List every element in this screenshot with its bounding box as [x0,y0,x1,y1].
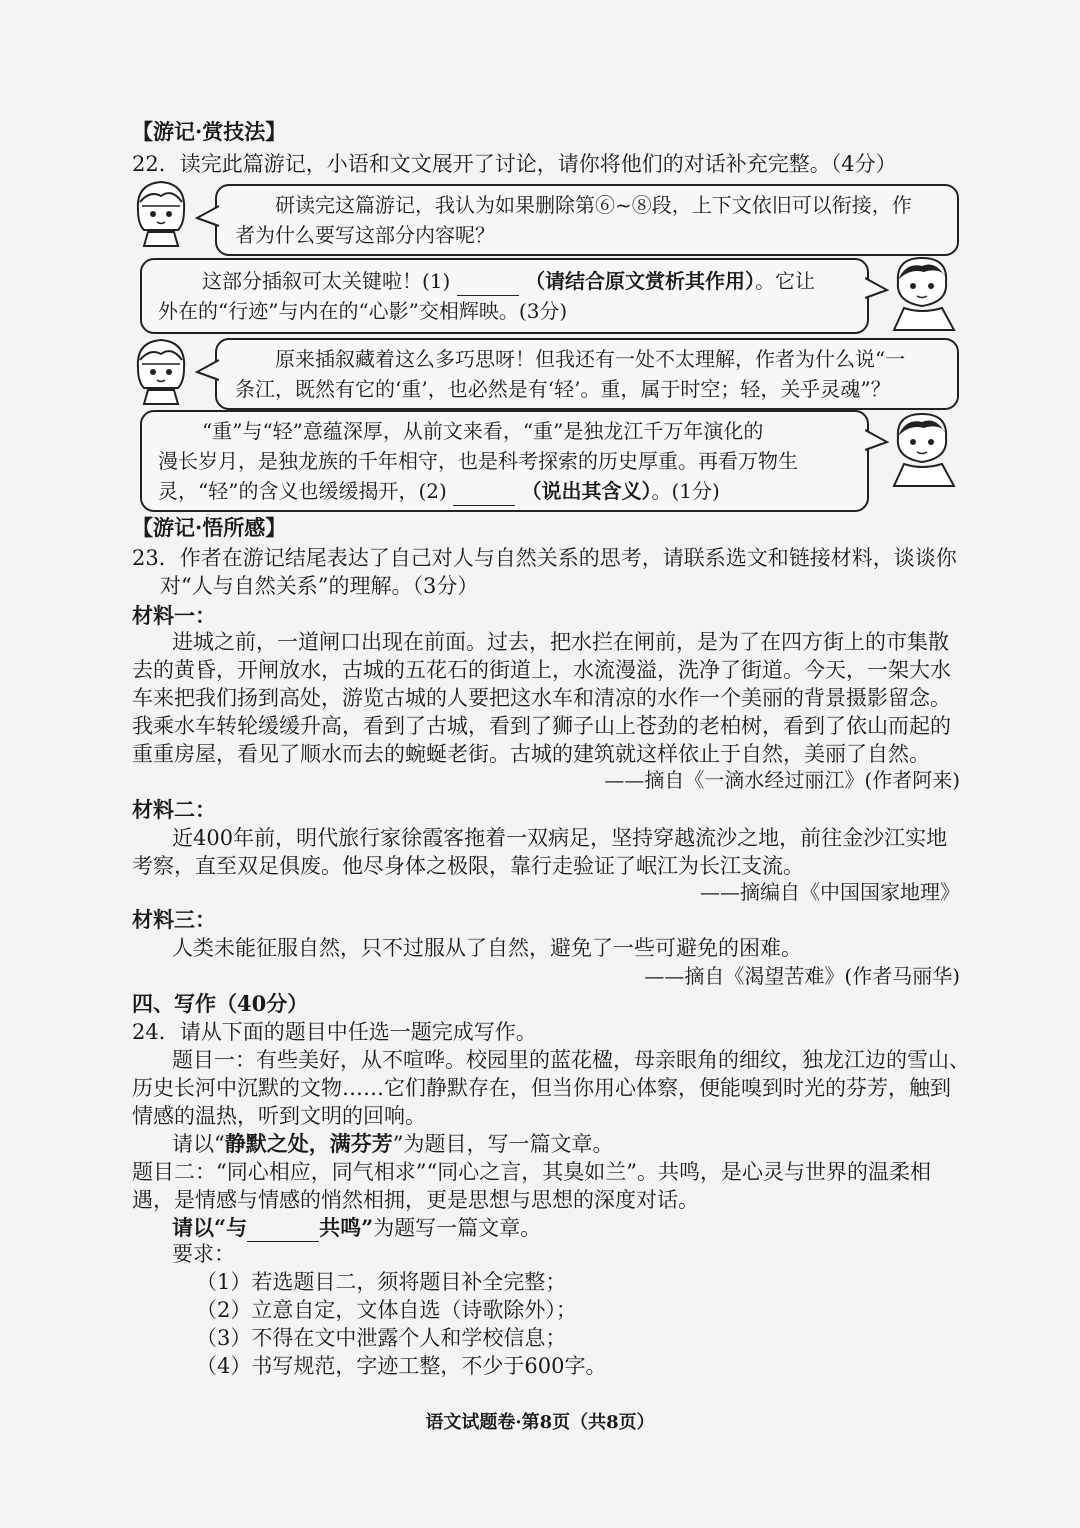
material-2-text: 考察，直至双足俱废。他尽身体之极限，靠行走验证了岷江为长江支流。 [132,854,804,878]
material-2-text: 近400年前，明代旅行家徐霞客拖着一双病足，坚持穿越流沙之地，前往金沙江实地 [172,826,948,850]
dialog-bubble-wenwen-2 [140,410,869,512]
section-title-youji-jifa: 【游记·赏技法】 [132,119,287,144]
material-1-text: 去的黄昏，开闸放水，古城的五花石的街道上，水流漫溢，洗净了街道。今天，一架大水 [132,658,951,682]
bubble-text: 这部分插叙可太关键啦！(1) [202,269,451,293]
bubble-tail-icon [195,358,219,384]
topic-1-requirement: 请以“ [172,1132,225,1156]
bubble-text: 。它让 [755,269,816,293]
material-2-title: 材料二： [132,797,216,822]
bubble-text: 灵，“轻”的含义也缓缓揭开，(2) [158,479,447,503]
material-2-source: ——摘编自《中国国家地理》 [700,880,960,904]
answer-blank-2[interactable] [453,485,515,506]
requirement-item: （3）不得在文中泄露个人和学校信息； [196,1326,567,1350]
girl-avatar-icon [130,176,192,248]
bubble-hint: （请结合原文赏析其作用） [525,269,756,293]
boy-avatar-icon [884,252,966,332]
topic-2-blank[interactable] [247,1221,319,1242]
bubble-text: 漫长岁月，是独龙族的千年相守，也是科考探索的历史厚重。再看万物生 [158,449,798,473]
bubble-text: “重”与“轻”意蕴深厚，从前文来看，“重”是独龙江千万年演化的 [202,419,764,443]
topic-2-text: 题目二：“同心相应，同气相求”“同心之言，其臭如兰”。共鸣，是心灵与世界的温柔相 [132,1160,931,1184]
requirement-item: （1）若选题目二，须将题目补全完整； [196,1270,567,1294]
bubble-text: 研读完这篇游记，我认为如果删除第⑥~⑧段，上下文依旧可以衔接，作 [275,193,912,217]
section-four-title: 四、写作（40分） [132,991,309,1016]
material-3-source: ——摘自《渴望苦难》(作者马丽华) [644,964,960,988]
material-3-title: 材料三： [132,907,216,932]
requirement-item: （4）书写规范，字迹工整，不少于600字。 [196,1354,607,1378]
topic-2-title: 共鸣” [319,1215,374,1240]
material-1-text: 我乘水车转轮缓缓升高，看到了古城，看到了狮子山上苍劲的老柏树，看到了依山而起的 [132,714,951,738]
question-22-stem: 22．读完此篇游记，小语和文文展开了讨论，请你将他们的对话补充完整。（4分） [132,152,897,176]
requirement-item: （2）立意自定，文体自选（诗歌除外）； [196,1298,577,1322]
bubble-text: 。(1分) [651,479,720,503]
material-1-source: ——摘自《一滴水经过丽江》(作者阿来) [604,768,960,792]
topic-1-text: 情感的温热，听到文明的回响。 [132,1104,426,1128]
bubble-text: 条江，既然有它的‘重’，也必然是有‘轻’。重，属于时空；轻，关乎灵魂”？ [235,377,891,401]
material-1-text: 车来把我们扬到高处，游览古城的人要把这水车和清凉的水作一个美丽的背景摄影留念。 [132,686,951,710]
topic-2-text: 遇，是情感与情感的悄然相拥，更是思想与思想的深度对话。 [132,1188,699,1212]
material-1-text: 重重房屋，看见了顺水而去的蜿蜒老街。古城的建筑就这样依止于自然，美丽了自然。 [132,742,930,766]
question-24-stem: 24．请从下面的题目中任选一题完成写作。 [132,1020,537,1044]
bubble-text: 者为什么要写这部分内容呢？ [235,223,495,247]
topic-2-requirement: 为题写一篇文章。 [373,1216,542,1240]
boy-avatar-icon [884,408,966,488]
topic-2-requirement: 请以“与 [172,1215,248,1240]
bubble-hint: （说出其含义） [521,479,652,503]
question-23-stem: 23．作者在游记结尾表达了自己对人与自然关系的思考，请联系选文和链接材料，谈谈你 [132,546,957,570]
topic-1-text: 历史长河中沉默的文物……它们静默存在，但当你用心体察，便能嗅到时光的芬芳，触到 [132,1076,951,1100]
answer-blank-1[interactable] [457,275,519,296]
material-1-text: 进城之前，一道闸口出现在前面。过去，把水拦在闸前，是为了在四方街上的市集散 [172,630,949,654]
bubble-tail-icon [195,204,219,230]
topic-1-text: 题目一：有些美好，从不喧哗。校园里的蓝花楹，母亲眼角的细纹，独龙江边的雪山、 [172,1048,970,1072]
bubble-text: 原来插叙藏着这么多巧思呀！但我还有一处不太理解，作者为什么说“一 [275,347,906,371]
material-1-title: 材料一： [132,603,216,628]
requirements-title: 要求： [172,1242,235,1266]
dialog-bubble-wenwen-1 [140,258,869,334]
section-title-youji-suogan: 【游记·悟所感】 [132,515,287,540]
dialog-bubble-xiaoyu-2 [215,338,959,410]
dialog-bubble-xiaoyu-1 [215,184,959,256]
page-footer: 语文试题卷·第8页（共8页） [425,1412,655,1433]
bubble-text: 外在的“行迹”与内在的“心影”交相辉映。(3分) [158,299,568,323]
material-3-text: 人类未能征服自然，只不过服从了自然，避免了一些可避免的困难。 [172,936,802,960]
question-23-stem: 对“人与自然关系”的理解。（3分） [160,574,479,598]
topic-1-requirement: ”为题目，写一篇文章。 [392,1132,614,1156]
topic-1-title: 静默之处，满芬芳 [224,1131,393,1156]
girl-avatar-icon [130,334,192,406]
